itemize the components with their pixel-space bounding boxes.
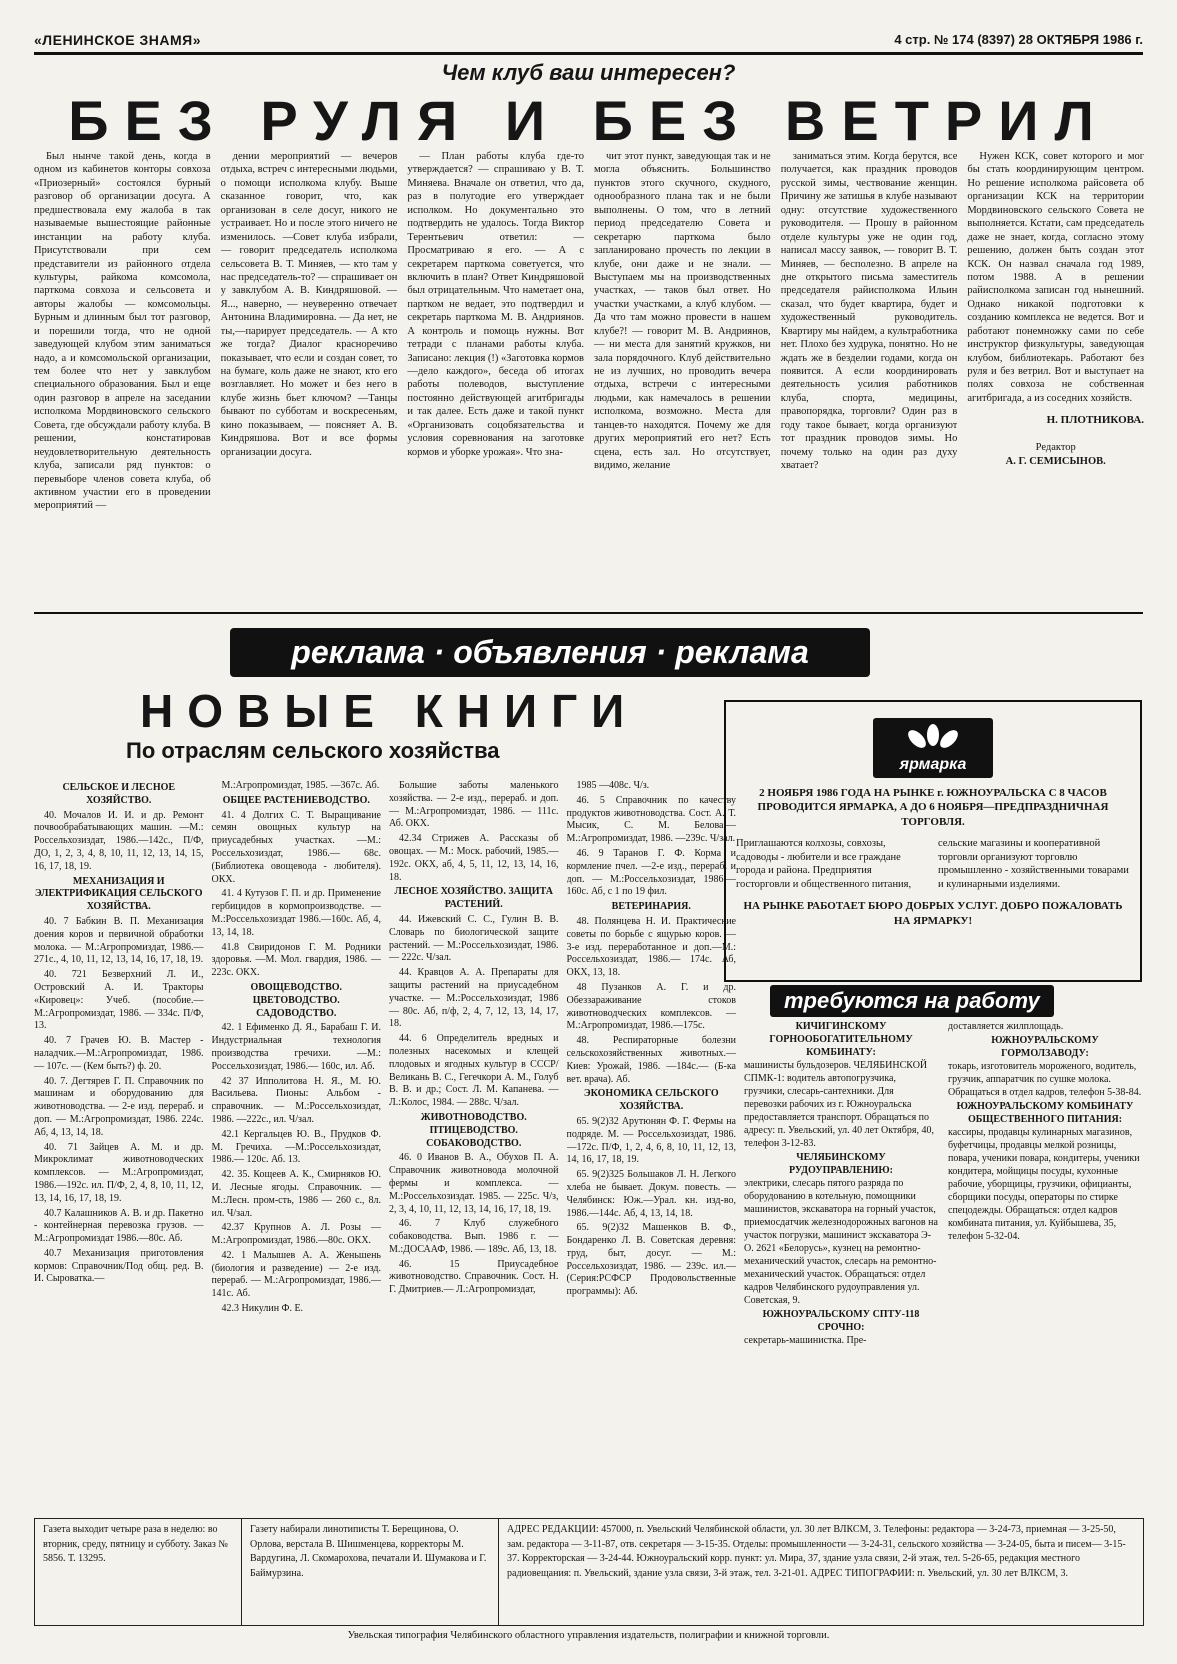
list-item: 48. Полянцева Н. И. Практические советы по борьбе с ящурью коров. — 3-е изд. переработанное и доп.—М.: Россельхозиздат, 1986.— 174с. Аб, ОКХ, 13, 18. — [566, 915, 736, 979]
list-item: 46. 7 Клуб служебного собаководства. Вып. 1986 г. — М.:ДОСААФ, 1986. — 189с. Аб, 13, 18. — [389, 1218, 559, 1255]
article-text: — План работы клуба где-то утверждается? — спрашиваю у В. Т. Миняева. Вначале он ответил, что да, раз в полугодие его утверждает исполком. Но документально это подтвердить не удалось. Тогда Виктор Терентьевич ответил: — Просматриваю я его. — А с секретарем парткома советуется, что включить в план? Ответ Киндряшовой был отрицательным. Что наметает она, партком не ведает, это подтвердил и секретарь парткома М. В. Андриянов. А контроль и помощь нужны. Вот тетради с планами работы клуба. Записано: лекция (!) «Заготовка кормов—дело каждого», беседа об итогах работы полеводов, выступление постоянно действующей агитбригады и так далее. Есть даже и такой пункт «Организовать соцобязательства и условия соревнования на заготовке кормов и уборке урожая». Что зна- — [407, 151, 585, 458]
editor-label: Редактор — [1035, 442, 1076, 454]
list-item: 40.7 Калашников А. В. и др. Пакетно - контейнерная перевозка грузов. — М.:Агропромиздат 1986.—80с. Аб. — [34, 1207, 204, 1245]
list-item: электрики, слесарь пятого разряда по оборудованию в котельную, помощники машинистов, экскаватора на горный участок, приемосдатчик железнодорожных вагонов на участок погрузки, машинист экскаватора Э-О. 2621 «Белорусь», кузнец на ремонтно-механический участок, слесарь на ремонтно-механический участок. Обращаться: отдел кадров Челябинского рудоуправления ул. Советская, 9. — [744, 1178, 938, 1306]
section-heading: ОБЩЕЕ РАСТЕНИЕВОДСТВО. — [222, 794, 370, 806]
leaf-icon — [937, 727, 961, 751]
list-item: 40.7 Механизация приготовления кормов: Справочник/Под общ. ред. В. И. Сыроватка.— — [34, 1247, 204, 1285]
fair-details — [736, 837, 1130, 892]
list-item: 42. 1 Ефименко Д. Я., Барабаш Г. И. Индустриальная технология производства гречихи. —М.: Россельхозиздат, 1986.— 160с, ил. Аб. — [211, 1022, 381, 1072]
list-item: 46. 5 Справочник по качеству продуктов животноводства. Сост. А. Т. Мысик, С. М. Белова.— М.:Агропромиздат, 1986. —239с. Ч/зал. — [566, 794, 736, 845]
article-text: Нужен КСК, совет которого и мог бы стать координирующим центром. Но решение исполкома райсовета об организации КСК на территории Мордвиновского сельского Совета не выполняется. Кстати, сам председатель даже не знает, когда, согласно этому решению, должен быть создан этот КСК. Он назвал сначала год 1989, потом 1988. А в решении райисполкома записан год нынешний. Однако никакой подготовки к созданию комплекса не ведется. Вот и работают понемножку сами по себе инструктор физкультуры, заведующая клубом, библиотекарь. Работают без руля и без ветрил. Вот и выступает на полях совхоза не собственная агитбригада, а из соседних хозяйств. — [967, 151, 1145, 404]
fair-details-right: сельские магазины и кооперативной торговли организуют торговлю промышленно - хозяйственными товарами и кулинарными изделиями. — [938, 837, 1129, 890]
list-item: 40. 7. Дегтярев Г. П. Справочник по машинам и оборудованию для животноводства. — 2-е изд. перераб. и доп. — М.:Агропромиздат, 1986. 224с. Аб, 4, 13, 14, 18. — [34, 1075, 204, 1138]
list-item: 40. Мочалов И. И. и др. Ремонт почвообрабатывающих машин. —М.: Россельхозиздат, 1986.—142с., П/Ф, ДО, 1, 2, 3, 4, 8, 10, 11, 12, 13, 14, 15, 16, 17, 18, 19. — [34, 809, 204, 872]
fair-main-text: 2 НОЯБРЯ 1986 ГОДА НА РЫНКЕ г. ЮЖНОУРАЛЬСКА С 8 ЧАСОВ ПРОВОДИТСЯ ЯРМАРКА, А ДО 6 НОЯБРЯ—ПРЕДПРАЗДНИЧНАЯ ТОРГОВЛЯ. — [757, 787, 1109, 828]
books-title: НОВЫЕ КНИГИ — [140, 685, 639, 737]
editor-name: А. Г. СЕМИСЫНОВ. — [1005, 455, 1106, 467]
section-heading: ЛЕСНОЕ ХОЗЯЙСТВО. ЗАЩИТА РАСТЕНИЙ. — [394, 886, 553, 911]
section-heading: ЖИВОТНОВОДСТВО. ПТИЦЕВОДСТВО. СОБАКОВОДСТВО. — [420, 1111, 527, 1149]
section-heading: СЕЛЬСКОЕ И ЛЕСНОЕ ХОЗЯЙСТВО. — [62, 782, 176, 806]
list-item: машинисты бульдозеров. ЧЕЛЯБИНСКОЙ СПМК-1: водитель автопогрузчика, грузчики, слесарь-сантехники. Для перевозки рабочих из г. Южноуральска предоставляется транспорт. Обращаться по адресу: п. Увельский, ул. 40 лет Октября, 40, телефон 3-12-83. — [744, 1060, 934, 1149]
books-column-2 — [212, 780, 382, 1510]
article-column-5 — [781, 150, 958, 610]
footer-staff: Газету набирали линотиписты Т. Берещинова, О. Орлова, верстала В. Шишменцева, корректоры М. Вардугина, Л. Скомарохова, печатали И. Шумакова и Г. Баймурзина. — [242, 1519, 499, 1625]
list-item: 48. Респираторные болезни сельскохозяйственных животных.— Киев: Урожай, 1986. —184с.— (Б-ка вет. врача). Аб. — [566, 1035, 736, 1085]
article-text: Был нынче такой день, когда в одном из кабинетов конторы совхоза «Приозерный» состоялся бурный разговор об организации досуга. А предшествовала ему жалоба в так называемые вышестоящие районные инстанции на работу клуба. Присутствовали при сем представители из районного отдела культуры, райкома комсомола, парткома совхоза и сельсовета и авторы жалобы — комсомольцы. Бурным и длинным был тот разговор, и порешили тогда, что не одной заведующей клубом этим заниматься надо, а и комсомольской организации, тем более что нет у завклубом специального образования. Был и еще один разговор в апреле на заседании исполкома Мордвиновского сельского Совета, где обсуждали работу клуба. В решении, констатировав неудовлетворительную деятельность клуба, записали ряд пунктов: о перевыборе членов совета клуба, об активном участии его в проведении мероприятий — — [34, 151, 211, 512]
ads-banner-text: реклама · объявления · реклама — [230, 628, 870, 677]
list-item: 42.1 Кергальцев Ю. В., Прудков Ф. М. Гречиха. —М.:Россельхозиздат, 1986.— 120с. Аб. 13. — [211, 1128, 381, 1166]
list-item: 40. 7 Грачев Ю. В. Мастер - наладчик.—М.:Агропромиздат, 1986. — 107с. — (Кем быть?) ф. 20. — [34, 1035, 204, 1072]
books-column-1 — [34, 780, 204, 1510]
footer-address: АДРЕС РЕДАКЦИИ: 457000, п. Увельский Челябинской области, ул. 30 лет ВЛКСМ, 3. Телефоны: редактора — 3-24-73, приемная — 3-25-50, зам. редактора — 3-11-87, отв. секретаря — 3-15-35. Отделы: промышленности — 3-24-31, сельского хозяйства — 3-24-05, быта и писем— 3-15-37. Корректорская — 3-24-44. Южноуральский корр. пункт: ул. Мира, 37, здание узла связи, 2-й этаж, тел. 5-26-65, редакция местного радиовещания: п. Увельский, здание узла связи, 3-й этаж, тел. 3-21-01. АДРЕС ТИПОГРАФИИ: п. Увельский, ул. 30 лет ВЛКСМ, 3. — [507, 1524, 1126, 1579]
list-item: 48 Пузанков А. Г. и др. Обеззараживание стоков животноводческих комплексов. — М.:Агропромиздат, 1986.—175с. — [566, 981, 736, 1032]
article-column-1 — [34, 150, 211, 610]
section-heading: ЮЖНОУРАЛЬСКОМУ СПТУ-118 СРОЧНО: — [762, 1309, 920, 1333]
list-item: 42. 35. Кощеев А. К., Смирняков Ю. И. Лесные ягоды. Справочник. —М.:Лесн. пром-сть, 1986 — 260 с., 8л. ил. Ч/зал. — [211, 1169, 381, 1219]
leaf-icon — [927, 724, 939, 746]
list-item: 40. 7 Бабкин В. П. Механизация доения коров и первичной обработки молока. — М.:Агропромиздат, 1986.—271с., 4, 10, 11, 12, 13, 14, 16, 17, 18, 19. — [34, 915, 204, 966]
books-subtitle: По отраслям сельского хозяйства — [126, 738, 500, 763]
list-item: 42.37 Крупнов А. Л. Розы — М.:Агропромиздат, 1986.—80с. ОКХ. — [211, 1222, 381, 1247]
books-column-4 — [567, 780, 737, 1510]
fair-logo — [873, 718, 993, 778]
footer-schedule: Газета выходит четыре раза в неделю: во вторник, среду, пятницу и субботу. Заказ № 5856. Т. 13295. — [35, 1519, 242, 1625]
section-heading: КИЧИГИНСКОМУ ГОРНООБОГАТИТЕЛЬНОМУ КОМБИНАТУ: — [769, 1021, 913, 1058]
article-column-3 — [407, 150, 584, 610]
books-list — [34, 780, 736, 1510]
editor-block — [967, 441, 1144, 468]
article-body — [34, 150, 1144, 610]
list-item: 46. 9 Таранов Г. Ф. Корма и кормление пчел. —2-е изд., перераб. и доп. — М.:Россельхозиздат, 1986.—160с. Аб, с 1 по 19 фил. — [566, 847, 736, 898]
article-text: дении мероприятий — вечеров отдыха, встреч с интересными людьми, о помощи исполкома клубу. Выше сказанное говорит, что, как организован в селе досуг, никого не устраивает. Но и после этого ничего не изменилось. —Совет клуба избрали, — говорит председатель исполкома сельсовета В. Т. Миняев, — кто там у нас председатель-то? — спрашивает он у завклубом А. В. Киндряшовой. — Я..., наверно, — неуверенно отвечает Антонина Владимировна. — Да нет, не ты,—парирует председатель. — А кто же тогда? Диалог красноречиво показывает, что если и создан совет, то на бумаге, коль даже не знают, кто его возглавляет. Но может и без него в клубе жизнь бьет ключом? —Танцы бывают по субботам и воскресеньям, кино показываем, — поясняет А. В. Киндряшова. Вот и все формы организации досуга. — [220, 151, 398, 458]
list-item: 42 37 Ипполитова Н. Я., М. Ю. Васильева. Пионы: Альбом - справочник. — М.:Россельхозиздат, 1986. —222с., ил. Ч/зал. — [211, 1075, 381, 1125]
jobs-column-1 — [744, 1020, 938, 1514]
list-item: 65. 9(2)32 Арутюнян Ф. Г. Фермы на подряде. М. — Россельхозиздат, 1986.—172с. П/Ф, 1, 2, 4, 6, 8, 10, 11, 12, 13, 14, 16, 17, 18, 19. — [566, 1115, 736, 1166]
list-item: 41. 4 Долгих С. Т. Выращивание семян овощных культур на приусадебных участках. —М.: Россельхозиздат, 1986.— 68с. (Библиотека овощевода - любителя). ОКХ. — [211, 809, 381, 885]
section-heading: ВЕТЕРИНАРИЯ. — [611, 901, 691, 913]
section-heading: ЮЖНОУРАЛЬСКОМУ КОМБИНАТУ ОБЩЕСТВЕННОГО ПИТАНИЯ: — [956, 1101, 1134, 1125]
article-column-4 — [594, 150, 771, 610]
list-item: М.:Агропромиздат, 1985. —367с. Аб. — [221, 780, 380, 791]
list-item: 42.3 Никулин Ф. Е. — [221, 1303, 304, 1315]
article-text: заниматься этим. Когда берутся, все получается, как праздник проводов русской зимы, чествование женщин. Причину же затишья в клубе называют одну: отсутствие художественного руководителя. — Прошу в районном отделе культуры уже не один год, написал массу заявок, — говорит В. Т. Миняев, — бесполезно. В апреле на дне открытого письма заместитель председателя райисполкома Ильин сказал, что будет квартира, будет и художественный руководитель. Квартиру мы найдем, а культработника нет. Плохо без худрука, понятно. Но не ждать же в безделии годами, когда он появится. А если координировать деятельность усилия работников клуба, спорта, медицины, правопорядка, торговли? Один раз в году такое бывает, когда организуют тот праздник проводов зимы. Но почему только на один раз духу хватает? — [780, 151, 958, 472]
fair-details-left: Приглашаются колхозы, совхозы, садоводы - любители и все граждане города и района. Предприятия госторговли и общественного питания, — [736, 837, 912, 890]
printing-house: Увельская типография Челябинского областного управления издательств, полиграфии и книжной торговли. — [347, 1630, 830, 1641]
jobs-list — [744, 1020, 1142, 1514]
section-heading: ЮЖНОУРАЛЬСКОМУ ГОРМОЛЗАВОДУ: — [991, 1035, 1099, 1059]
jobs-column-2 — [948, 1020, 1142, 1514]
leaf-icon — [905, 727, 929, 751]
article-text: чит этот пункт, заведующая так и не могла объяснить. Большинство пунктов этого скучного, скудного, однообразного плана так и не были выполнены. О том, что в летний период председателю Совета и секретарю парткома было запланировано прочесть по лекции в клубе, они даже и не знали. — Выступаем мы на производственных участках, — таков был ответ. Но участки участками, а клуб клубом. —Да что там можно провести в нашем клубе?! — говорит М. В. Андриянов, — ни места для занятий кружков, ни зала порядочного. Клуб действительно не из лучших, но проводить вечера отдыха, встречи с интересными людьми, как намечалось в решении исполкома, возможно. Места для танцев-то находятся. Почему же для других мероприятий его нет? Есть сцена, есть зал. Но отсутствует, видимо, желание — [594, 151, 771, 472]
books-column-3 — [389, 780, 559, 1510]
list-item: доставляется жилплощадь. — [948, 1021, 1064, 1032]
ads-banner — [230, 628, 870, 684]
section-rule — [34, 612, 1143, 614]
article-column-6 — [967, 150, 1144, 610]
jobs-title: требуются на работу — [770, 985, 1054, 1017]
list-item: Большие заботы маленького хозяйства. — 2-е изд., перераб. и доп.— М.:Агропромиздат, 1986. — 111с. Аб. ОКХ. — [389, 780, 559, 830]
header-rule — [34, 52, 1143, 55]
fair-logo-label: ярмарка — [899, 756, 967, 773]
author-signature: Н. ПЛОТНИКОВА. — [1046, 414, 1145, 427]
list-item: 42.34 Стрижев А. Рассказы об овощах. — М.: Моск. рабочий, 1985.— 192с. ОКХ, аб, 4, 5, 11, 12, 13, 14, 16, 18. — [389, 833, 559, 883]
list-item: кассиры, продавцы кулинарных магазинов, буфетчицы, продавцы мелкой розницы, повара, ученики повара, кондитеры, ученики кондитера, мойщицы посуды, кухонные рабочие, уборщицы, грузчики, официанты, сборщики посуды, операторы по стирке спецодежды. Обращаться: отдел кадров комбината питания, ул. Куйбышева, 35, телефон 5-32-04. — [948, 1127, 1140, 1242]
list-item: 42. 1 Малышев А. А. Женьшень (биология и разведение) — 2-е изд. перераб. — М.:Агропромиздат, 1986.—141с. Аб. — [211, 1249, 381, 1300]
list-item: 46. 0 Иванов В. А., Обухов П. А. Справочник животновода молочной фермы и комплекса. — М.:Россельхозиздат. 1985. — 225с. Ч/з, 2, 3, 4, 10, 11, 12, 13, 14, 16, 17, 18, 19. — [389, 1152, 559, 1215]
fair-announcement — [724, 700, 1142, 982]
list-item: 41.8 Свиридонов Г. М. Родники здоровья. —М. Мол. гвардия, 1986. — 223с. ОКХ. — [211, 941, 381, 979]
list-item: 44. Ижевский С. С., Гулин В. В. Словарь по биологической защите растений. — М.:Россельхозиздат, 1986. — 222с. Ч/зал. — [389, 913, 559, 964]
section-heading: ЭКОНОМИКА СЕЛЬСКОГО ХОЗЯЙСТВА. — [583, 1088, 719, 1113]
article-column-2 — [221, 150, 398, 610]
list-item: 44. Кравцов А. А. Препараты для защиты растений на приусадебном участке. — М.:Россельхозиздат, 1986 — 80с. Аб, п/ф, 2, 4, 7, 12, 13, 14, 17, 18. — [389, 967, 559, 1030]
list-item: 46. 15 Приусадебное животноводство. Справочник. Сост. Н. Г. Дмитриев.— Л.:Агропромиздат, — [389, 1258, 559, 1296]
article-headline: БЕЗ РУЛЯ И БЕЗ ВЕТРИЛ — [68, 89, 1110, 152]
list-item: секретарь-машинистка. Пре- — [744, 1335, 867, 1346]
list-item: 1985 —408с. Ч/з. — [576, 780, 650, 791]
list-item: токарь, изготовитель мороженого, водитель, грузчик, аппаратчик по сушке молока. Обращаться в отдел кадров, телефон 5-38-84. — [948, 1061, 1142, 1098]
newspaper-name: «ЛЕНИНСКОЕ ЗНАМЯ» — [34, 32, 202, 48]
section-heading: ЧЕЛЯБИНСКОМУ РУДОУПРАВЛЕНИЮ: — [788, 1152, 893, 1176]
footer-info — [34, 1518, 1144, 1626]
list-item: 65. 9(2)325 Большаков Л. Н. Легкого хлеба не бывает. Докум. повесть. —Челябинск: Юж.—Урал. кн. изд-во, 1986.—144с. Аб, 4, 13, 14, 18. — [566, 1169, 736, 1219]
fair-footer-text: НА РЫНКЕ РАБОТАЕТ БЮРО ДОБРЫХ УСЛУГ. ДОБРО ПОЖАЛОВАТЬ НА ЯРМАРКУ! — [743, 900, 1123, 927]
issue-info: 4 стр. № 174 (8397) 28 ОКТЯБРЯ 1986 г. — [894, 32, 1143, 47]
list-item: 65. 9(2)32 Машенков В. Ф., Бондаренко Л. В. Советская деревня: труд, быт, досуг. — М.: Россельхозиздат, 1986. — 239с. ил.—(Серия:РСФСР Продовольственные программы): Аб. — [566, 1222, 736, 1298]
list-item: 44. 6 Определитель вредных и полезных насекомых и клещей плодовых и ягодных культур в СССР/Великань В. С., Гегечкори А. М., Голуб В. В. и др.; Сост. Л. М. Капанева. — Л.:Колос, 1984. — 288с. Ч/зал. — [389, 1033, 559, 1109]
list-item: 40. 721 Безверхний Л. И., Островский А. И. Тракторы «Кировец»: Учеб. (пособие.—М.:Агропромиздат, 1986. — 334с. П/Ф, 13. — [34, 969, 204, 1032]
section-heading: ОВОЩЕВОДСТВО. ЦВЕТОВОДСТВО. САДОВОДСТВО. — [250, 981, 343, 1019]
article-kicker: Чем клуб ваш интересен? — [441, 60, 736, 85]
list-item: 41. 4 Кутузов Г. П. и др. Применение гербицидов в кормопроизводстве. —М.:Россельхозиздат 1986.—160с. Аб, 4, 13, 14, 18. — [211, 888, 381, 938]
section-heading: МЕХАНИЗАЦИЯ И ЭЛЕКТРИФИКАЦИЯ СЕЛЬСКОГО ХОЗЯЙСТВА. — [34, 875, 203, 913]
list-item: 40. 71 Зайцев А. М. и др. Микроклимат животноводческих комплексов. — М.:Агропромиздат, 1986.—192с. ил. П/Ф, 2, 4, 8, 10, 11, 12, 13, 14, 16, 17, 18, 19. — [34, 1141, 204, 1204]
